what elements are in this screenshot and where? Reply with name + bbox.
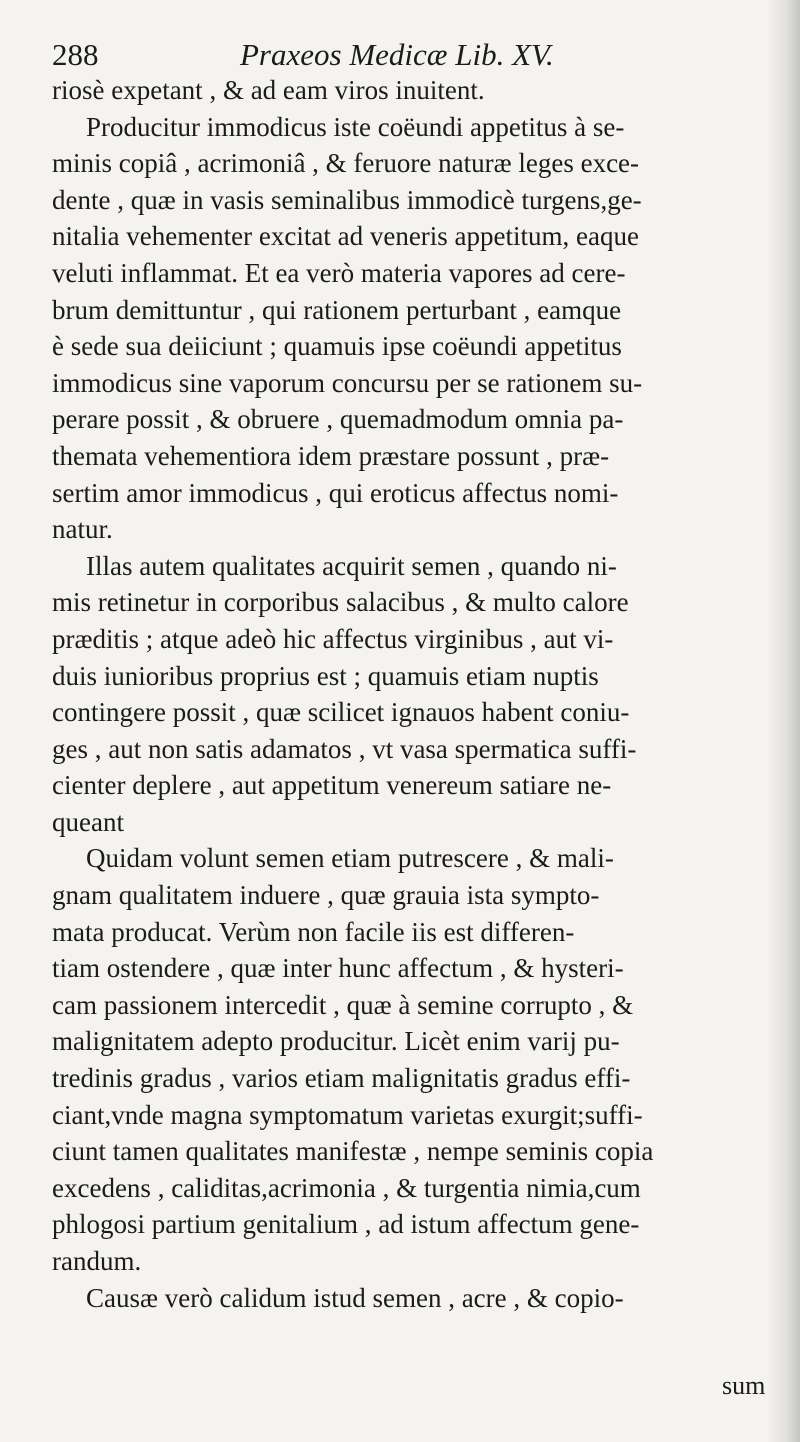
text-line: excedens , caliditas,acrimonia , & turgentia nimia,cum: [52, 1172, 641, 1203]
text-line: Illas autem qualitates acquirit semen , quando ni-: [86, 550, 617, 581]
text-line: gnam qualitatem induere , quæ grauia ista sympto-: [52, 880, 600, 911]
text-line: Producitur immodicus iste coëundi appetitus à se-: [86, 111, 625, 142]
text-line: dente , quæ in vasis seminalibus immodicè turgens,ge-: [52, 184, 642, 215]
text-line: ciant,vnde magna symptomatum varietas exurgit;suffi-: [52, 1099, 643, 1130]
text-line: riosè expetant , & ad eam viros inuitent.: [52, 75, 485, 105]
text-line: brum demittuntur , qui rationem perturbant , eamque: [52, 294, 622, 325]
text-line: Quidam volunt semen etiam putrescere , & mali-: [86, 843, 614, 874]
text-line: duis iunioribus proprius est ; quamuis etiam nuptis: [52, 660, 599, 691]
text-line: Causæ verò calidum istud semen , acre , & copio-: [86, 1282, 624, 1313]
text-line: minis copiâ , acrimoniâ , & feruore naturæ leges exce-: [52, 148, 640, 179]
text-line: præditis ; atque adeò hic affectus virginibus , aut vi-: [52, 623, 614, 654]
text-line: phlogosi partium genitalium , ad istum affectum gene-: [52, 1209, 640, 1240]
page-number: 288: [52, 37, 99, 72]
page-edge-shadow: [766, 0, 800, 1442]
running-title: Praxeos Medicæ Lib. XV.: [240, 37, 554, 72]
text-line: contingere possit , quæ scilicet ignauos habent coniu-: [52, 697, 630, 728]
catchword: sum: [722, 1371, 766, 1400]
text-line: themata vehementiora idem præstare possunt , præ-: [52, 440, 610, 471]
text-line: tiam ostendere , quæ inter hunc affectum , & hysteri-: [52, 953, 624, 984]
text-line: mis retinetur in corporibus salacibus , & multo calore: [52, 587, 629, 618]
text-line: queant: [52, 806, 124, 837]
text-line: randum.: [52, 1246, 142, 1276]
text-line: natur.: [52, 514, 113, 545]
text-line: sertim amor immodicus , qui eroticus affectus nomi-: [52, 477, 619, 508]
text-line: mata producat. Verùm non facile iis est differen-: [52, 916, 575, 947]
text-line: cienter deplere , aut appetitum venereum satiare ne-: [52, 770, 612, 801]
text-line: è sede sua deiiciunt ; quamuis ipse coëundi appetitus: [52, 331, 622, 362]
text-line: cam passionem intercedit , quæ à semine corrupto , &: [52, 989, 634, 1020]
text-line: ges , aut non satis adamatos , vt vasa spermatica suffi-: [52, 733, 637, 764]
text-line: tredinis gradus , varios etiam malignitatis gradus effi-: [52, 1063, 631, 1094]
text-line: immodicus sine vaporum concursu per se rationem su-: [52, 367, 643, 398]
text-line: nitalia vehementer excitat ad veneris appetitum, eaque: [52, 221, 639, 252]
body-text: [52, 72, 764, 1316]
text-line: malignitatem adepto producitur. Licèt enim varij pu-: [52, 1026, 620, 1057]
text-line: veluti inflammat. Et ea verò materia vapores ad cere-: [52, 257, 626, 288]
text-line: perare possit , & obruere , quemadmodum omnia pa-: [52, 404, 624, 435]
text-line: ciunt tamen qualitates manifestæ , nempe seminis copia: [52, 1136, 654, 1167]
